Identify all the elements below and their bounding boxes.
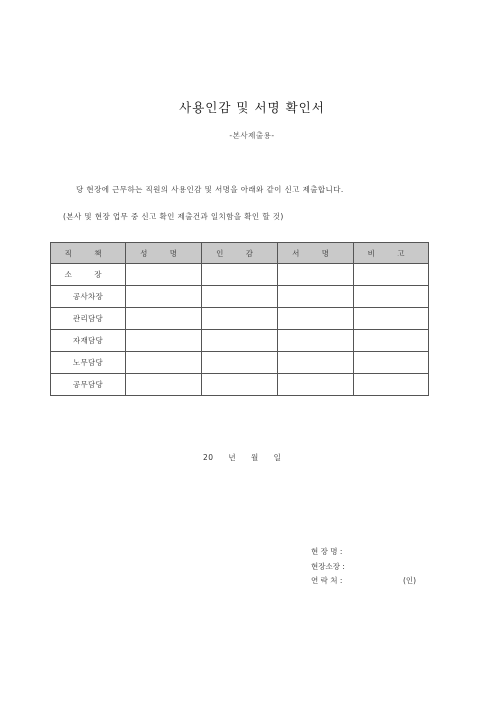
header-position: 직 책 bbox=[51, 243, 126, 264]
signature-cell[interactable] bbox=[278, 330, 354, 352]
remarks-cell[interactable] bbox=[354, 264, 429, 286]
table-header-row bbox=[51, 243, 429, 264]
row-position: 소 장 bbox=[51, 264, 126, 286]
row-position: 자재담당 bbox=[51, 330, 126, 352]
site-manager-label: 현장소장 : bbox=[311, 562, 345, 571]
seal-cell[interactable] bbox=[202, 286, 278, 308]
remarks-cell[interactable] bbox=[354, 374, 429, 396]
header-name: 성 명 bbox=[126, 243, 202, 264]
row-position: 관리담당 bbox=[51, 308, 126, 330]
seal-cell[interactable] bbox=[202, 330, 278, 352]
table-row bbox=[51, 308, 429, 330]
signature-cell[interactable] bbox=[278, 308, 354, 330]
table-row bbox=[51, 330, 429, 352]
seal-cell[interactable] bbox=[202, 352, 278, 374]
remarks-cell[interactable] bbox=[354, 308, 429, 330]
seal-cell[interactable] bbox=[202, 264, 278, 286]
header-signature: 서 명 bbox=[278, 243, 354, 264]
signature-cell[interactable] bbox=[278, 374, 354, 396]
name-cell[interactable] bbox=[126, 374, 202, 396]
name-cell[interactable] bbox=[126, 286, 202, 308]
instruction-paragraph: (본사 및 현장 업무 중 신고 확인 제출건과 일치함을 확인 할 것) bbox=[63, 212, 284, 221]
row-position: 공사차장 bbox=[51, 286, 126, 308]
name-cell[interactable] bbox=[126, 264, 202, 286]
signature-cell[interactable] bbox=[278, 352, 354, 374]
name-cell[interactable] bbox=[126, 330, 202, 352]
site-name-label: 현 장 명 : bbox=[311, 547, 343, 556]
header-seal: 인 감 bbox=[202, 243, 278, 264]
signature-cell[interactable] bbox=[278, 264, 354, 286]
table-row bbox=[51, 352, 429, 374]
name-cell[interactable] bbox=[126, 308, 202, 330]
seal-cell[interactable] bbox=[202, 308, 278, 330]
table-row bbox=[51, 286, 429, 308]
signature-cell[interactable] bbox=[278, 286, 354, 308]
seal-cell[interactable] bbox=[202, 374, 278, 396]
name-cell[interactable] bbox=[126, 352, 202, 374]
table-row bbox=[51, 264, 429, 286]
document-title: 사용인감 및 서명 확인서 bbox=[179, 100, 325, 115]
document-subtitle: -본사제출용- bbox=[229, 131, 275, 140]
intro-paragraph: 당 현장에 근무하는 직원의 사용인감 및 서명을 아래와 같이 신고 제출합니다. bbox=[76, 185, 344, 194]
table-row bbox=[51, 374, 429, 396]
row-position: 노무담당 bbox=[51, 352, 126, 374]
signature-table bbox=[50, 242, 429, 396]
remarks-cell[interactable] bbox=[354, 330, 429, 352]
date-line: 20 년 월 일 bbox=[203, 453, 282, 462]
remarks-cell[interactable] bbox=[354, 286, 429, 308]
remarks-cell[interactable] bbox=[354, 352, 429, 374]
seal-mark: (인) bbox=[403, 576, 417, 585]
row-position: 공무담당 bbox=[51, 374, 126, 396]
header-remarks: 비 고 bbox=[354, 243, 429, 264]
contact-label: 연 락 처 : bbox=[311, 576, 343, 585]
